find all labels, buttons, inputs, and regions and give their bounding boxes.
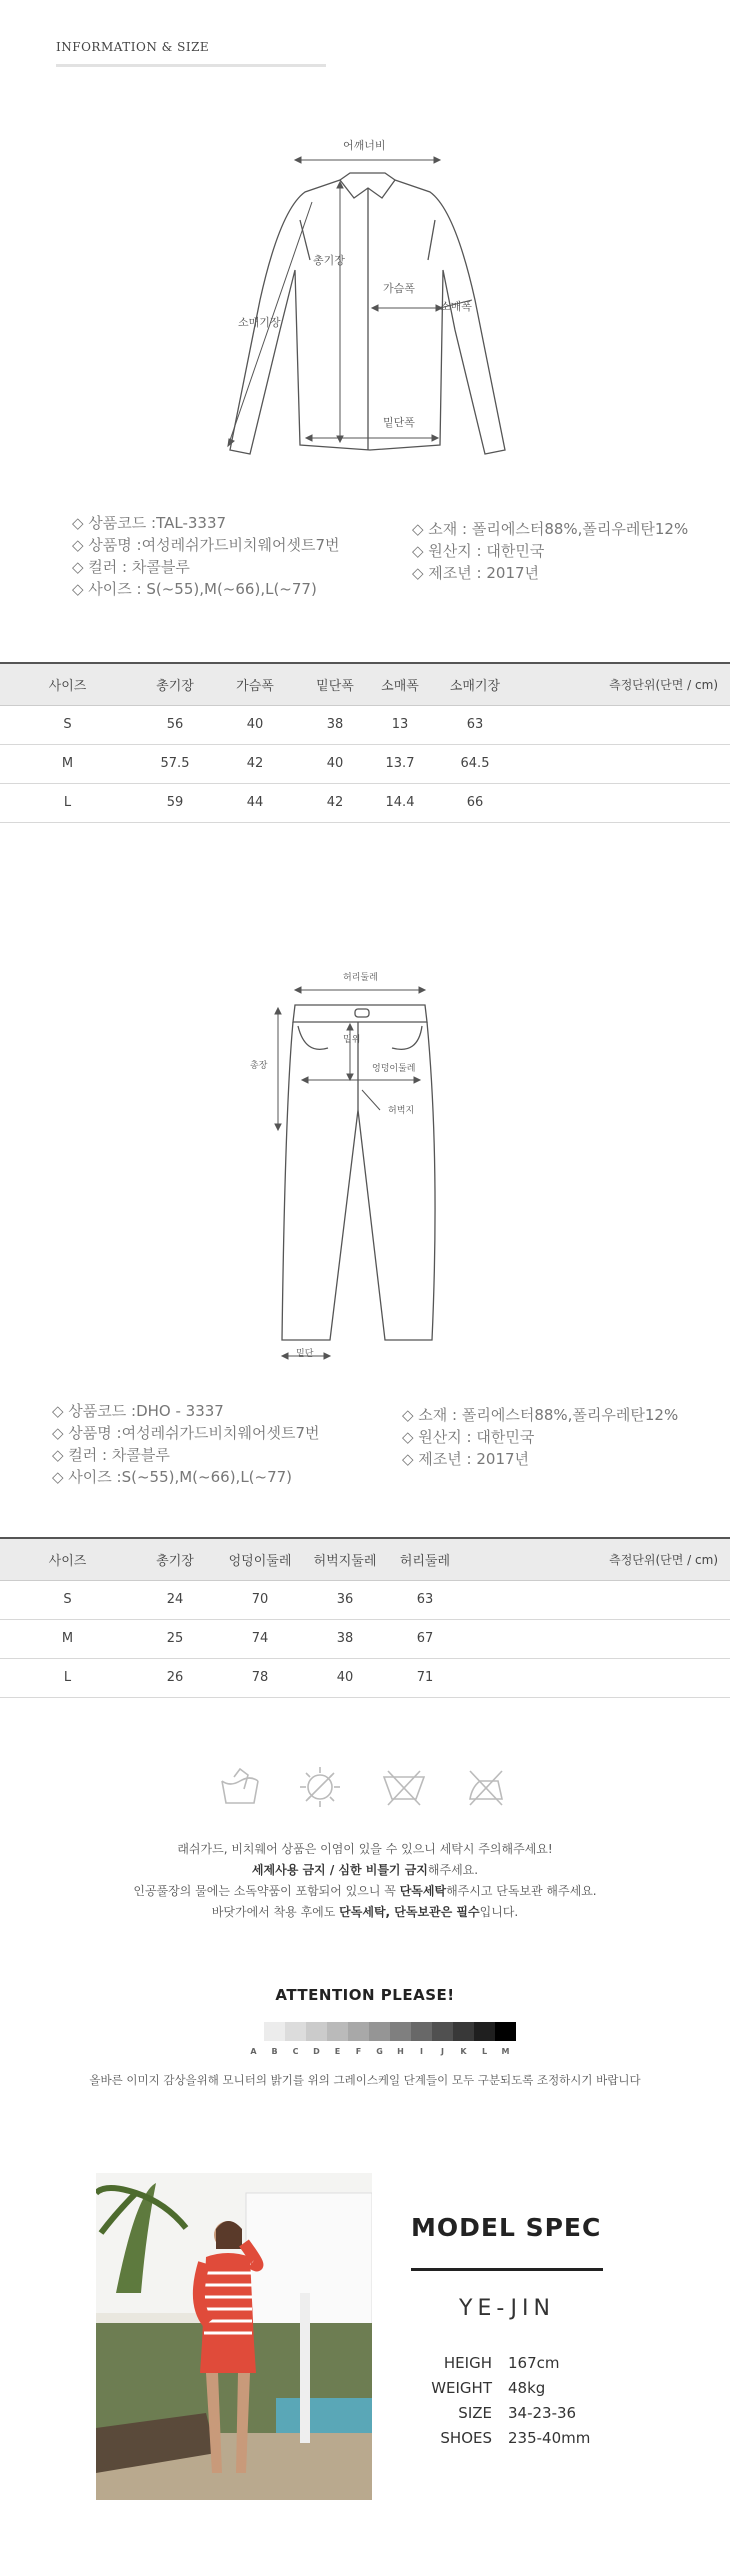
cell: 14.4 bbox=[375, 783, 425, 822]
info-line: ◇ 컬러 : 차콜블루 bbox=[52, 1446, 170, 1464]
info-line: ◇ 상품코드 :DHO - 3337 bbox=[52, 1402, 224, 1420]
cell: 63 bbox=[385, 1580, 465, 1619]
cell bbox=[525, 744, 730, 783]
cell: 36 bbox=[305, 1580, 385, 1619]
table-row bbox=[0, 1619, 730, 1658]
cell: 56 bbox=[135, 705, 215, 744]
cell: 40 bbox=[215, 705, 295, 744]
cell bbox=[525, 705, 730, 744]
table-row bbox=[0, 783, 730, 822]
info-line: ◇ 상품명 :여성레쉬가드비치웨어셋트7번 bbox=[52, 1424, 320, 1442]
cell bbox=[525, 783, 730, 822]
grayscale-swatch bbox=[264, 2022, 285, 2041]
table-row bbox=[0, 1580, 730, 1619]
care-line bbox=[0, 1902, 730, 1923]
unit-label: 측정단위(단면 / cm) bbox=[525, 663, 730, 705]
bottom-size-table bbox=[0, 1537, 730, 1698]
grayscale-letters bbox=[243, 2047, 516, 2056]
cell: 67 bbox=[385, 1619, 465, 1658]
cell: 13.7 bbox=[375, 744, 425, 783]
col-header: 허벅지둘레 bbox=[305, 1538, 385, 1580]
info-line: ◇ 제조년 : 2017년 bbox=[412, 564, 540, 582]
spec-key: HEIGH bbox=[443, 2354, 492, 2372]
cell bbox=[465, 1658, 730, 1697]
cell: 64.5 bbox=[425, 744, 525, 783]
care-line bbox=[0, 1881, 730, 1902]
top-garment-diagram bbox=[200, 130, 530, 470]
grayscale-swatch bbox=[306, 2022, 327, 2041]
label-total-length: 총기장 bbox=[313, 254, 345, 267]
cell: M bbox=[0, 1619, 135, 1658]
col-header: 가슴폭 bbox=[215, 663, 295, 705]
grayscale-letter: F bbox=[355, 2047, 362, 2056]
cell: 42 bbox=[215, 744, 295, 783]
table-header-row bbox=[0, 663, 730, 705]
care-emphasis: 세제사용 금지 / 심한 비틀기 금지 bbox=[251, 1863, 428, 1877]
cell: 78 bbox=[215, 1658, 305, 1697]
cell: L bbox=[0, 1658, 135, 1697]
col-header: 사이즈 bbox=[0, 663, 135, 705]
col-header: 총기장 bbox=[135, 1538, 215, 1580]
col-header: 사이즈 bbox=[0, 1538, 135, 1580]
grayscale-swatch bbox=[474, 2022, 495, 2041]
cell: 74 bbox=[215, 1619, 305, 1658]
spec-key: WEIGHT bbox=[431, 2379, 492, 2397]
label-total-length: 총장 bbox=[250, 1061, 268, 1071]
spec-key: SIZE bbox=[458, 2404, 492, 2422]
top-info-left bbox=[72, 512, 340, 600]
grayscale-letter: H bbox=[397, 2047, 404, 2056]
cell bbox=[465, 1580, 730, 1619]
grayscale-strip bbox=[243, 2022, 516, 2041]
cell: 59 bbox=[135, 783, 215, 822]
grayscale-letter: D bbox=[313, 2047, 320, 2056]
cell: S bbox=[0, 705, 135, 744]
grayscale-letter: E bbox=[334, 2047, 341, 2056]
info-line: ◇ 제조년 : 2017년 bbox=[402, 1450, 530, 1468]
grayscale-swatch bbox=[369, 2022, 390, 2041]
grayscale-swatch bbox=[432, 2022, 453, 2041]
label-hem: 밑단폭 bbox=[383, 416, 415, 429]
care-text: 입니다. bbox=[479, 1905, 519, 1919]
no-bleach-icon bbox=[380, 1765, 428, 1809]
grayscale-letter: K bbox=[460, 2047, 467, 2056]
info-line: ◇ 원산지 : 대한민국 bbox=[412, 542, 545, 560]
cell: 70 bbox=[215, 1580, 305, 1619]
unit-label: 측정단위(단면 / cm) bbox=[465, 1538, 730, 1580]
label-shoulder: 어깨너비 bbox=[343, 139, 386, 152]
label-hem: 밑단 bbox=[296, 1349, 314, 1359]
cell: L bbox=[0, 783, 135, 822]
col-header: 엉덩이둘레 bbox=[215, 1538, 305, 1580]
bottom-info-left bbox=[52, 1400, 320, 1488]
cell: 44 bbox=[215, 783, 295, 822]
grayscale-letter: L bbox=[481, 2047, 488, 2056]
hand-wash-icon bbox=[218, 1765, 262, 1809]
grayscale-swatch bbox=[495, 2022, 516, 2041]
cell: 40 bbox=[295, 744, 375, 783]
cell: 38 bbox=[295, 705, 375, 744]
model-specs bbox=[0, 2354, 730, 2474]
cell: 40 bbox=[305, 1658, 385, 1697]
model-name: YE-JIN bbox=[459, 2296, 555, 2321]
cell: 13 bbox=[375, 705, 425, 744]
spec-value: 167cm bbox=[508, 2354, 560, 2372]
table-row bbox=[0, 744, 730, 783]
top-size-table bbox=[0, 662, 730, 823]
grayscale-letter: C bbox=[292, 2047, 299, 2056]
label-hip: 엉덩이둘레 bbox=[372, 1064, 416, 1074]
grayscale-letter: G bbox=[376, 2047, 383, 2056]
cell: 26 bbox=[135, 1658, 215, 1697]
table-row bbox=[0, 705, 730, 744]
spec-value: 48kg bbox=[508, 2379, 546, 2397]
care-text: 해주세요. bbox=[427, 1863, 479, 1877]
info-line: ◇ 소재 : 폴리에스터88%,폴리우레탄12% bbox=[412, 520, 689, 538]
grayscale-swatch bbox=[285, 2022, 306, 2041]
label-thigh: 허벅지 bbox=[388, 1106, 415, 1116]
grayscale-swatch bbox=[243, 2022, 264, 2041]
cell: 24 bbox=[135, 1580, 215, 1619]
cell: 57.5 bbox=[135, 744, 215, 783]
grayscale-swatch bbox=[390, 2022, 411, 2041]
label-rise: 밑위 bbox=[343, 1035, 361, 1045]
care-line: 래쉬가드, 비치웨어 상품은 이염이 있을 수 있으니 세탁시 주의해주세요! bbox=[177, 1842, 553, 1856]
care-line bbox=[0, 1860, 730, 1881]
info-line: ◇ 상품코드 :TAL-3337 bbox=[72, 514, 227, 532]
col-header: 총기장 bbox=[135, 663, 215, 705]
care-emphasis: 단독세탁, 단독보관은 필수 bbox=[339, 1905, 480, 1919]
grayscale-letter: J bbox=[441, 2047, 444, 2056]
col-header: 소매기장 bbox=[425, 663, 525, 705]
cell: 42 bbox=[295, 783, 375, 822]
care-instructions bbox=[0, 1839, 730, 1923]
spec-value: 235-40mm bbox=[508, 2429, 591, 2447]
grayscale-letter: A bbox=[250, 2047, 257, 2056]
spec-value: 34-23-36 bbox=[508, 2404, 577, 2422]
cell: M bbox=[0, 744, 135, 783]
grayscale-letter: B bbox=[271, 2047, 278, 2056]
cell: 25 bbox=[135, 1619, 215, 1658]
bottom-info-right bbox=[402, 1404, 678, 1470]
top-info-right bbox=[412, 518, 688, 584]
info-line: ◇ 사이즈 : S(~55),M(~66),L(~77) bbox=[72, 580, 317, 598]
attention-note: 올바른 이미지 감상을위해 모니터의 밝기를 위의 그레이스케일 단계들이 모두 구분되도록 조정하시기 바랍니다 bbox=[89, 2073, 641, 2087]
info-line: ◇ 소재 : 폴리에스터88%,폴리우레탄12% bbox=[402, 1406, 679, 1424]
col-header: 소매폭 bbox=[375, 663, 425, 705]
cell: 71 bbox=[385, 1658, 465, 1697]
info-line: ◇ 사이즈 :S(~55),M(~66),L(~77) bbox=[52, 1468, 293, 1486]
attention-title: ATTENTION PLEASE! bbox=[275, 1986, 455, 2004]
grayscale-swatch bbox=[453, 2022, 474, 2041]
spec-key: SHOES bbox=[440, 2429, 492, 2447]
cell: S bbox=[0, 1580, 135, 1619]
label-sleeve-length: 소매기장 bbox=[238, 316, 281, 329]
cell bbox=[465, 1619, 730, 1658]
cell: 38 bbox=[305, 1619, 385, 1658]
grayscale-swatch bbox=[348, 2022, 369, 2041]
col-header: 밑단폭 bbox=[295, 663, 375, 705]
table-row bbox=[0, 1658, 730, 1697]
care-text: 인공풀장의 물에는 소독약품이 포함되어 있으니 꼭 bbox=[133, 1884, 400, 1898]
title-underline bbox=[56, 64, 326, 67]
grayscale-swatch bbox=[411, 2022, 432, 2041]
info-line: ◇ 컬러 : 차콜블루 bbox=[72, 558, 190, 576]
grayscale-swatch bbox=[327, 2022, 348, 2041]
col-header: 허리둘레 bbox=[385, 1538, 465, 1580]
care-text: 바닷가에서 착용 후에도 bbox=[211, 1905, 340, 1919]
info-line: ◇ 상품명 :여성레쉬가드비치웨어셋트7번 bbox=[72, 536, 340, 554]
label-sleeve-width: 소매폭 bbox=[440, 300, 472, 313]
info-line: ◇ 원산지 : 대한민국 bbox=[402, 1428, 535, 1446]
model-title-underline bbox=[411, 2268, 603, 2271]
no-sun-dry-icon bbox=[298, 1765, 342, 1809]
cell: 63 bbox=[425, 705, 525, 744]
care-emphasis: 단독세탁 bbox=[399, 1884, 447, 1898]
section-title: INFORMATION & SIZE bbox=[56, 40, 210, 54]
no-iron-icon bbox=[464, 1765, 508, 1809]
label-chest: 가슴폭 bbox=[383, 282, 415, 295]
care-text: 해주시고 단독보관 해주세요. bbox=[446, 1884, 597, 1898]
cell: 66 bbox=[425, 783, 525, 822]
model-spec-title: MODEL SPEC bbox=[411, 2213, 602, 2242]
bottom-garment-diagram bbox=[240, 960, 480, 1380]
table-header-row bbox=[0, 1538, 730, 1580]
grayscale-letter: I bbox=[420, 2047, 423, 2056]
label-waist: 허리둘레 bbox=[343, 973, 378, 983]
grayscale-letter: M bbox=[501, 2047, 510, 2056]
